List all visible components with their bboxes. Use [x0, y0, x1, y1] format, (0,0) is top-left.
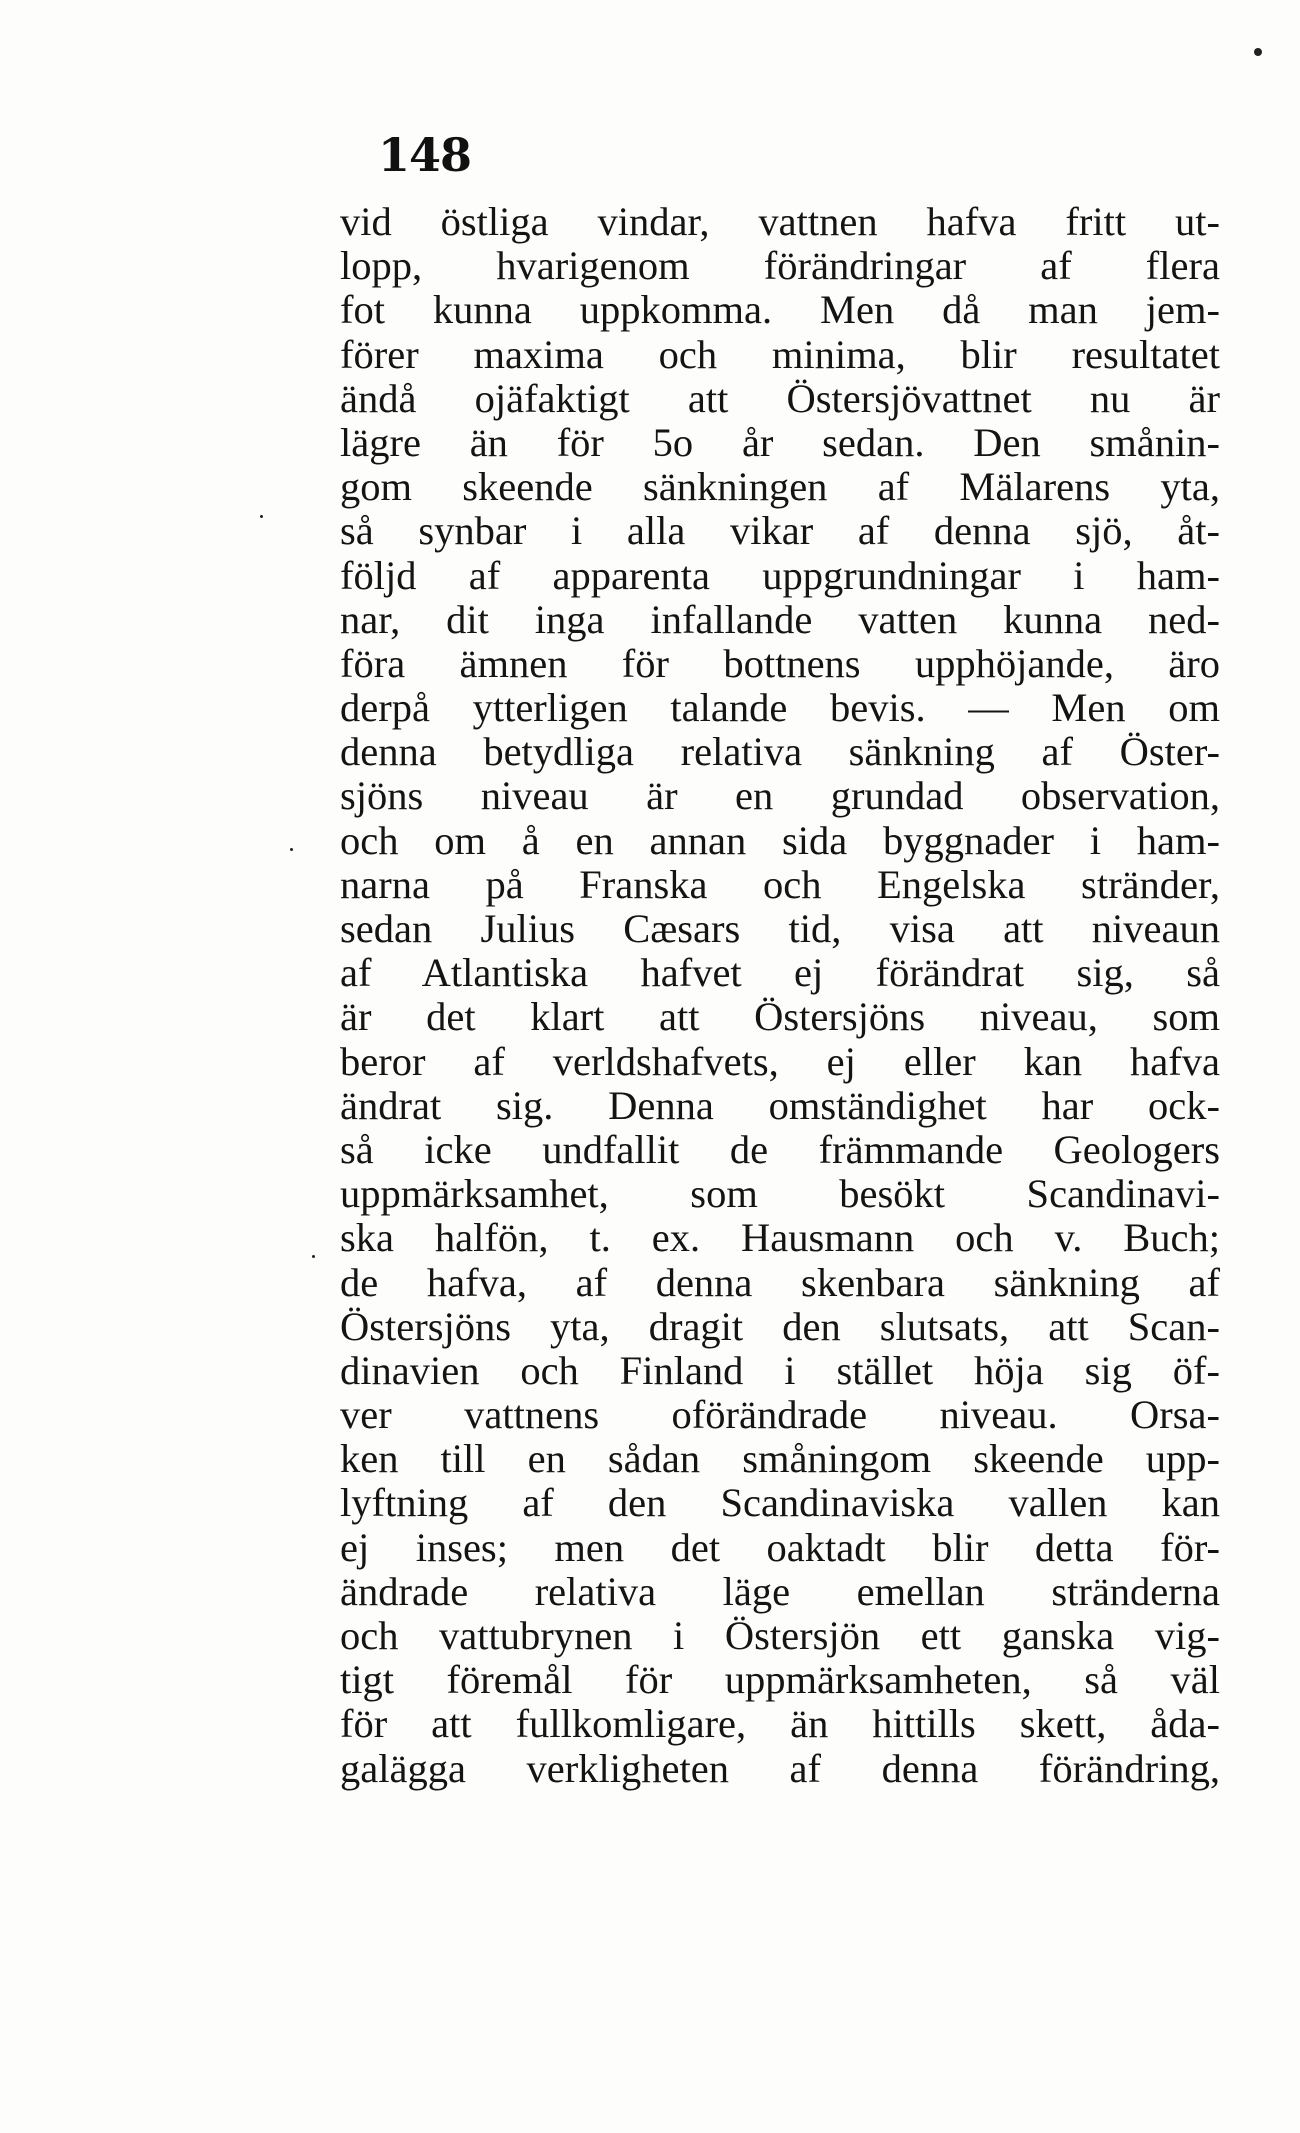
text-line: tigt föremål för uppmärksamheten, så väl [340, 1657, 1220, 1703]
text-line: de hafva, af denna skenbara sänkning af [340, 1259, 1220, 1305]
text-line: Östersjöns yta, dragit den slutsats, att Scan- [340, 1303, 1220, 1349]
text-line: ändrade relativa läge emellan stränderna [340, 1568, 1220, 1614]
ink-speck [260, 515, 263, 518]
text-line: ej inses; men det oaktadt blir detta för- [340, 1524, 1220, 1570]
text-line: derpå ytterligen talande bevis. — Men om [340, 685, 1220, 731]
text-line: föra ämnen för bottnens upphöjande, äro [340, 640, 1220, 686]
text-line: af Atlantiska hafvet ej förändrat sig, så [340, 950, 1220, 996]
text-line: narna på Franska och Engelska stränder, [340, 861, 1220, 907]
text-line: nar, dit inga infallande vatten kunna ned- [340, 596, 1220, 642]
page-number: 148 [378, 128, 472, 182]
text-line: och vattubrynen i Östersjön ett ganska vig- [340, 1613, 1220, 1658]
text-line: förer maxima och minima, blir resultatet [340, 331, 1220, 377]
text-line: lopp, hvarigenom förändringar af flera [340, 243, 1220, 289]
text-line: ska halfön, t. ex. Hausmann och v. Buch; [340, 1215, 1220, 1261]
ink-speck [290, 848, 293, 851]
text-line: ken till en sådan småningom skeende upp- [340, 1436, 1220, 1482]
text-line: sjöns niveau är en grundad observation, [340, 773, 1220, 819]
ink-speck [1254, 48, 1262, 56]
text-line: lyftning af den Scandinaviska vallen kan [340, 1480, 1220, 1526]
text-line: och om å en annan sida byggnader i ham- [340, 817, 1220, 863]
text-line: galägga verkligheten af denna förändring, [340, 1745, 1220, 1791]
text-line: vid östliga vindar, vattnen hafva fritt ut- [340, 199, 1220, 244]
text-line: följd af apparenta uppgrundningar i ham- [340, 552, 1220, 598]
text-line: gom skeende sänkningen af Mälarens yta, [340, 464, 1220, 510]
text-line: för att fullkomligare, än hittills skett, åda- [340, 1701, 1220, 1747]
text-line: uppmärksamhet, som besökt Scandinavi- [340, 1171, 1220, 1217]
text-line: är det klart att Östersjöns niveau, som [340, 994, 1220, 1040]
text-line: ändå ojäfaktigt att Östersjövattnet nu är [340, 375, 1220, 421]
text-line: beror af verldshafvets, ej eller kan hafva [340, 1038, 1220, 1084]
text-line: denna betydliga relativa sänkning af Öster- [340, 729, 1220, 775]
body-text [340, 200, 1220, 1791]
text-line: så icke undfallit de främmande Geologers [340, 1126, 1220, 1172]
text-line: ändrat sig. Denna omständighet har ock- [340, 1082, 1220, 1128]
text-line: så synbar i alla vikar af denna sjö, åt- [340, 508, 1220, 554]
text-line: sedan Julius Cæsars tid, visa att niveaun [340, 906, 1220, 951]
text-line: lägre än för 5o år sedan. Den smånin- [340, 419, 1220, 465]
ink-speck [312, 1255, 315, 1258]
text-line: dinavien och Finland i stället höja sig öf- [340, 1347, 1220, 1393]
text-line: ver vattnens oförändrade niveau. Orsa- [340, 1392, 1220, 1438]
text-line: fot kunna uppkomma. Men då man jem- [340, 287, 1220, 333]
